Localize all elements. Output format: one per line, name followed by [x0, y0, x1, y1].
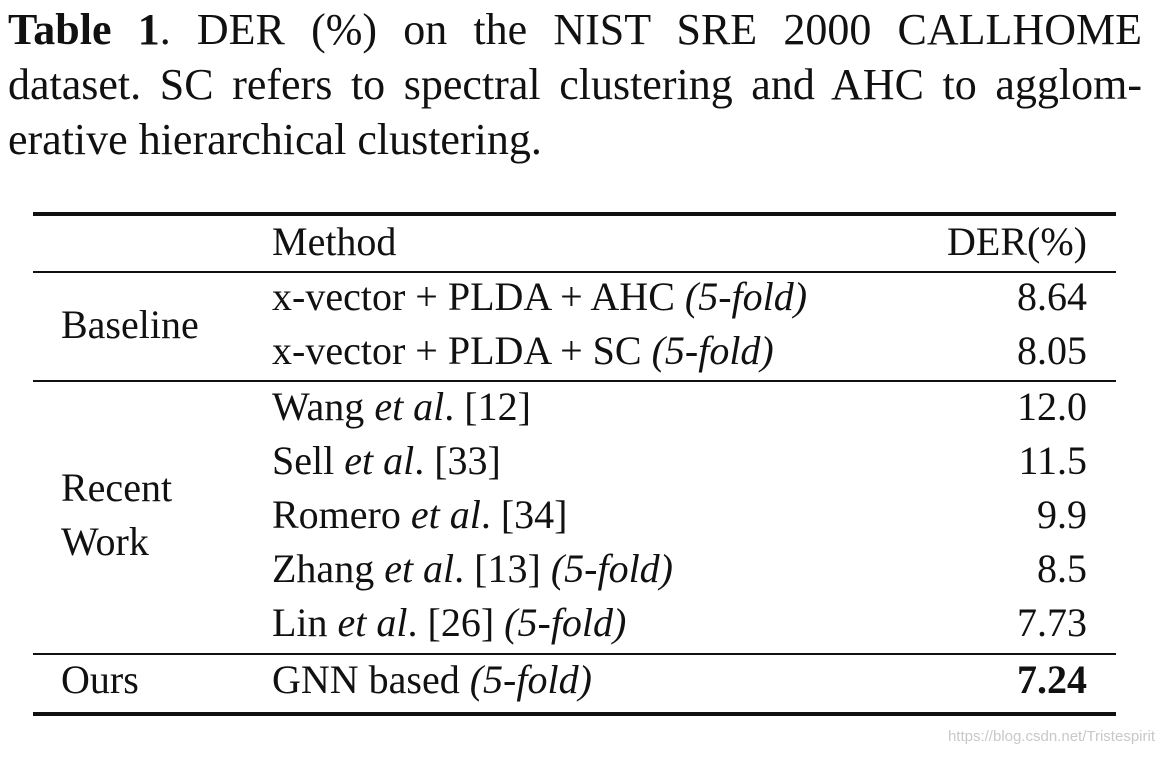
method-name: Romero — [272, 492, 401, 537]
et-al: et al — [337, 600, 408, 645]
fold-note: (5-fold) — [504, 600, 627, 645]
caption-line-2: dataset. SC refers to spectral clustering and AHC to agglom- — [8, 60, 1142, 109]
method-name: Sell — [272, 438, 335, 483]
citation: . [12] — [444, 384, 531, 429]
table-row-method — [272, 491, 568, 539]
table-row-der: 8.5 — [1037, 546, 1087, 591]
method-name: x-vector + PLDA + AHC — [272, 274, 675, 319]
header-der: DER(%) — [947, 219, 1087, 264]
table-row-der: 8.05 — [1017, 328, 1087, 373]
et-al: et al — [344, 438, 415, 483]
citation: . [13] — [454, 546, 541, 591]
table-top-rule — [33, 212, 1116, 216]
fold-note: (5-fold) — [469, 657, 592, 702]
table-row-der: 8.64 — [1017, 274, 1087, 319]
method-name: Zhang — [272, 546, 375, 591]
table-row-method — [272, 599, 626, 647]
caption-line-1-text: . DER (%) on the NIST SRE 2000 CALLHOME — [159, 5, 1142, 54]
group-baseline: Baseline — [61, 302, 199, 347]
method-name: Lin — [272, 600, 328, 645]
baseline-rule — [33, 380, 1116, 382]
caption-line-3: erative hierarchical clustering. — [8, 115, 542, 164]
table-row-method — [272, 545, 673, 593]
table-row-method — [272, 383, 531, 431]
table-bottom-rule — [33, 712, 1116, 716]
citation: . [34] — [480, 492, 568, 537]
table-row-der-best: 7.24 — [1017, 657, 1087, 702]
group-recent-line-1: Recent — [61, 465, 173, 510]
table-row-method — [272, 327, 774, 375]
table-row-method — [272, 656, 592, 704]
et-al: et al — [384, 546, 455, 591]
citation: . [26] — [407, 600, 495, 645]
table-row-der: 12.0 — [1017, 384, 1087, 429]
et-al: et al — [410, 492, 481, 537]
fold-note: (5-fold) — [550, 546, 673, 591]
table-row-der: 7.73 — [1017, 600, 1087, 645]
fold-note: (5-fold) — [651, 328, 774, 373]
caption-line-1 — [8, 2, 1142, 57]
recent-work-rule — [33, 653, 1116, 655]
method-name: Wang — [272, 384, 365, 429]
citation: . [33] — [414, 438, 501, 483]
table-row-der: 9.9 — [1037, 492, 1087, 537]
fold-note: (5-fold) — [684, 274, 808, 319]
table-row-method — [272, 273, 807, 321]
method-name: GNN based — [272, 657, 460, 702]
header-method: Method — [272, 219, 397, 264]
et-al: et al — [374, 384, 445, 429]
table-row-method — [272, 437, 501, 485]
table-row-der: 11.5 — [1018, 438, 1087, 483]
table-caption — [8, 2, 1142, 167]
caption-label: Table 1 — [8, 5, 160, 54]
group-recent-line-2: Work — [61, 519, 149, 564]
watermark: https://blog.csdn.net/Tristespirit — [947, 728, 1155, 745]
method-name: x-vector + PLDA + SC — [272, 328, 642, 373]
group-ours: Ours — [61, 657, 139, 702]
